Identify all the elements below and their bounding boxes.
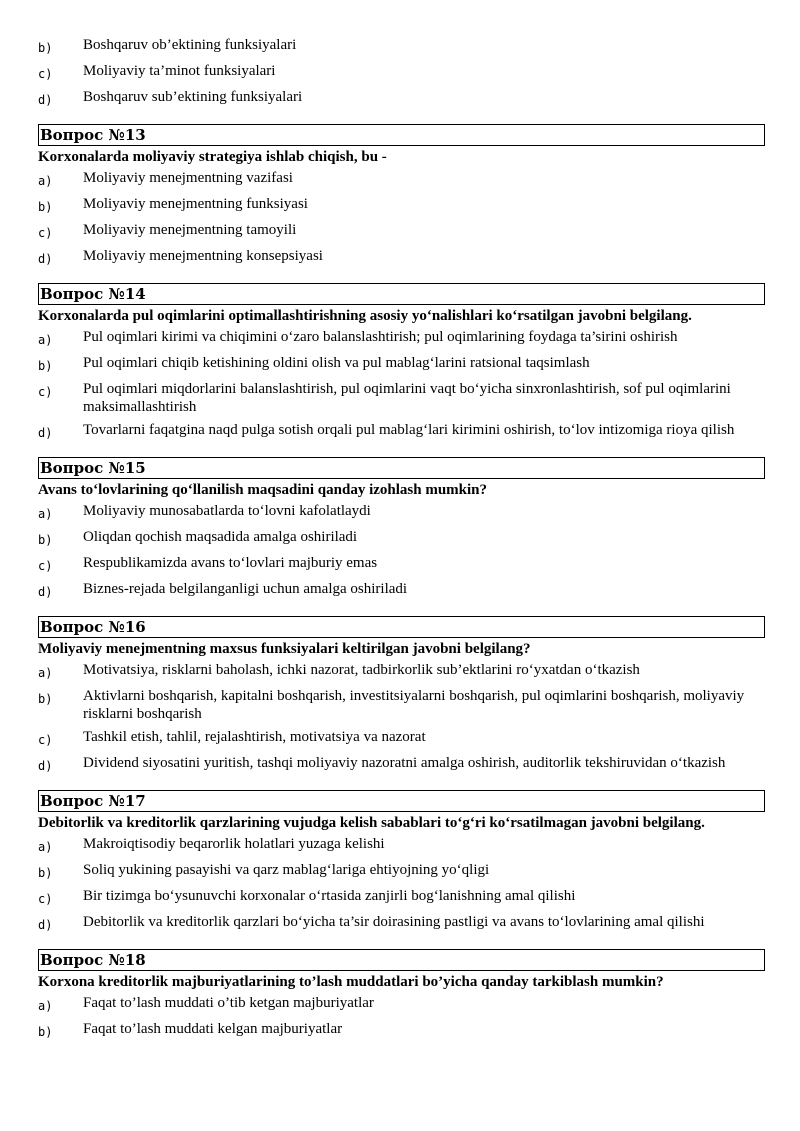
answer-option-d[interactable] [38, 421, 765, 442]
answer-checkbox-icon[interactable] [62, 62, 83, 64]
answer-option-b[interactable] [38, 36, 765, 57]
answer-option-c[interactable] [38, 221, 765, 242]
option-letter: c) [38, 559, 53, 573]
answer-checkbox-icon[interactable] [62, 913, 83, 915]
answer-checkbox-icon[interactable] [62, 247, 83, 249]
answer-checkbox-icon[interactable] [62, 528, 83, 530]
option-letter: a) [38, 999, 53, 1013]
question-header: Вопрос №15 [38, 457, 765, 479]
question-header: Вопрос №17 [38, 790, 765, 812]
option-letter: b) [38, 359, 53, 373]
answer-checkbox-icon[interactable] [62, 687, 83, 689]
answer-option-b[interactable] [38, 687, 765, 723]
answer-checkbox-icon[interactable] [62, 554, 83, 556]
option-letter: b) [38, 41, 53, 55]
option-letter: d) [38, 252, 53, 266]
option-text: Makroiqtisodiy beqarorlik holatlari yuzaga kelishi [83, 836, 385, 852]
answer-option-a[interactable] [38, 661, 765, 682]
answer-option-d[interactable] [38, 754, 765, 775]
answer-checkbox-icon[interactable] [62, 221, 83, 223]
option-letter: d) [38, 759, 53, 773]
option-text: Bir tizimga bo‘ysunuvchi korxonalar o‘rtasida zanjirli bog‘lanishning amal qilishi [83, 888, 576, 904]
question-header: Вопрос №13 [38, 124, 765, 146]
question-block [38, 616, 765, 775]
question-text: Korxona kreditorlik majburiyatlarining to’lash muddatlari bo’yicha qanday tarkiblash mumkin? [38, 974, 664, 990]
option-text: Oliqdan qochish maqsadida amalga oshiriladi [83, 529, 358, 545]
option-text: Tashkil etish, tahlil, rejalashtirish, motivatsiya va nazorat [83, 729, 426, 745]
option-text: Moliyaviy ta’minot funksiyalari [83, 63, 276, 79]
answer-checkbox-icon[interactable] [62, 861, 83, 863]
question-text: Avans to‘lovlarining qo‘llanilish maqsadini qanday izohlash mumkin? [38, 482, 488, 498]
answer-checkbox-icon[interactable] [62, 502, 83, 504]
answer-checkbox-icon[interactable] [62, 169, 83, 171]
question-text: Moliyaviy menejmentning maxsus funksiyalari keltirilgan javobni belgilang? [38, 641, 531, 657]
option-letter: c) [38, 385, 53, 399]
option-text: Dividend siyosatini yuritish, tashqi moliyaviy nazoratni amalga oshirish, auditorlik tekshiruvidan o‘tkazish [83, 755, 726, 771]
option-letter: d) [38, 585, 53, 599]
answer-option-a[interactable] [38, 328, 765, 349]
answer-checkbox-icon[interactable] [62, 887, 83, 889]
option-text: Respublikamizda avans to‘lovlari majburiy emas [83, 555, 378, 571]
answer-option-c[interactable] [38, 887, 765, 908]
answer-option-a[interactable] [38, 169, 765, 190]
answer-option-b[interactable] [38, 861, 765, 882]
option-letter: a) [38, 507, 53, 521]
option-text: Faqat to’lash muddati kelgan majburiyatlar [83, 1021, 343, 1037]
answer-option-c[interactable] [38, 554, 765, 575]
question-text: Debitorlik va kreditorlik qarzlarining vujudga kelish sabablari to‘g‘ri ko‘rsatilmagan javobni belgilang. [38, 815, 705, 831]
option-letter: c) [38, 733, 53, 747]
question-block [38, 457, 765, 601]
option-text: Moliyaviy menejmentning tamoyili [83, 222, 297, 238]
answer-option-a[interactable] [38, 835, 765, 856]
question-block [38, 949, 765, 1041]
answer-checkbox-icon[interactable] [62, 1020, 83, 1022]
answer-checkbox-icon[interactable] [62, 661, 83, 663]
answer-checkbox-icon[interactable] [62, 728, 83, 730]
answer-option-d[interactable] [38, 247, 765, 268]
question-header: Вопрос №16 [38, 616, 765, 638]
answer-checkbox-icon[interactable] [62, 88, 83, 90]
answer-checkbox-icon[interactable] [62, 835, 83, 837]
option-text: Debitorlik va kreditorlik qarzlari bo‘yicha ta’sir doirasining pastligi va avans to‘lovlarining amal qilishi [83, 914, 705, 930]
answer-checkbox-icon[interactable] [62, 380, 83, 382]
option-letter: b) [38, 692, 53, 706]
option-text: Pul oqimlari miqdorlarini balanslashtirish, pul oqimlarini vaqt bo‘yicha sinxronlashtirish, sof pul oqimlarini maksimallashtirish [83, 381, 731, 415]
option-text: Moliyaviy menejmentning vazifasi [83, 170, 293, 186]
option-text: Biznes-rejada belgilanganligi uchun amalga oshiriladi [83, 581, 408, 597]
option-letter: a) [38, 333, 53, 347]
answer-option-c[interactable] [38, 728, 765, 749]
option-letter: b) [38, 200, 53, 214]
option-text: Aktivlarni boshqarish, kapitalni boshqarish, investitsiyalarni boshqarish, pul oqimlarini boshqarish, moliyaviy risklarni boshqarish [83, 688, 745, 722]
option-text: Faqat to’lash muddati o’tib ketgan majburiyatlar [83, 995, 374, 1011]
option-letter: d) [38, 426, 53, 440]
option-letter: c) [38, 226, 53, 240]
question-block [38, 790, 765, 934]
option-text: Motivatsiya, risklarni baholash, ichki nazorat, tadbirkorlik sub’ektlarini ro‘yxatdan o‘tkazish [83, 662, 640, 678]
option-letter: a) [38, 666, 53, 680]
option-text: Moliyaviy menejmentning konsepsiyasi [83, 248, 323, 264]
option-text: Pul oqimlari chiqib ketishining oldini olish va pul mablag‘larini ratsional taqsimlash [83, 355, 590, 371]
answer-option-b[interactable] [38, 354, 765, 375]
option-letter: d) [38, 918, 53, 932]
answer-option-b[interactable] [38, 195, 765, 216]
option-text: Boshqaruv sub’ektining funksiyalari [83, 89, 303, 105]
option-text: Soliq yukining pasayishi va qarz mablag‘lariga ehtiyojning yo‘qligi [83, 862, 490, 878]
carryover-options [38, 36, 765, 109]
option-letter: b) [38, 1025, 53, 1039]
question-text: Korxonalarda pul oqimlarini optimallashtirishning asosiy yo‘nalishlari ko‘rsatilgan javobni belgilang. [38, 308, 692, 324]
answer-checkbox-icon[interactable] [62, 754, 83, 756]
option-letter: c) [38, 67, 53, 81]
option-letter: c) [38, 892, 53, 906]
answer-option-a[interactable] [38, 502, 765, 523]
option-text: Moliyaviy menejmentning funksiyasi [83, 196, 308, 212]
option-text: Moliyaviy munosabatlarda to‘lovni kafolatlaydi [83, 503, 371, 519]
question-header: Вопрос №18 [38, 949, 765, 971]
option-text: Tovarlarni faqatgina naqd pulga sotish orqali pul mablag‘lari kirimini oshirish, to‘lov intizomiga rioya qilish [83, 422, 735, 438]
option-text: Boshqaruv ob’ektining funksiyalari [83, 37, 297, 53]
answer-option-d[interactable] [38, 580, 765, 601]
answer-option-a[interactable] [38, 994, 765, 1015]
question-text: Korxonalarda moliyaviy strategiya ishlab chiqish, bu - [38, 149, 387, 165]
option-letter: a) [38, 174, 53, 188]
answer-checkbox-icon[interactable] [62, 328, 83, 330]
option-letter: b) [38, 866, 53, 880]
answer-checkbox-icon[interactable] [62, 994, 83, 996]
answer-checkbox-icon[interactable] [62, 421, 83, 423]
answer-option-d[interactable] [38, 913, 765, 934]
question-list [38, 124, 765, 1041]
answer-option-d[interactable] [38, 88, 765, 109]
option-letter: b) [38, 533, 53, 547]
answer-checkbox-icon[interactable] [62, 195, 83, 197]
answer-option-b[interactable] [38, 1020, 765, 1041]
answer-option-c[interactable] [38, 62, 765, 83]
option-letter: a) [38, 840, 53, 854]
answer-option-c[interactable] [38, 380, 765, 416]
answer-checkbox-icon[interactable] [62, 354, 83, 356]
question-block [38, 283, 765, 442]
option-text: Pul oqimlari kirimi va chiqimini o‘zaro balanslashtirish; pul oqimlarining foydaga ta’sirini oshirish [83, 329, 678, 345]
answer-checkbox-icon[interactable] [62, 36, 83, 38]
answer-option-b[interactable] [38, 528, 765, 549]
question-header: Вопрос №14 [38, 283, 765, 305]
test-page [38, 36, 765, 1046]
answer-checkbox-icon[interactable] [62, 580, 83, 582]
question-block [38, 124, 765, 268]
option-letter: d) [38, 93, 53, 107]
